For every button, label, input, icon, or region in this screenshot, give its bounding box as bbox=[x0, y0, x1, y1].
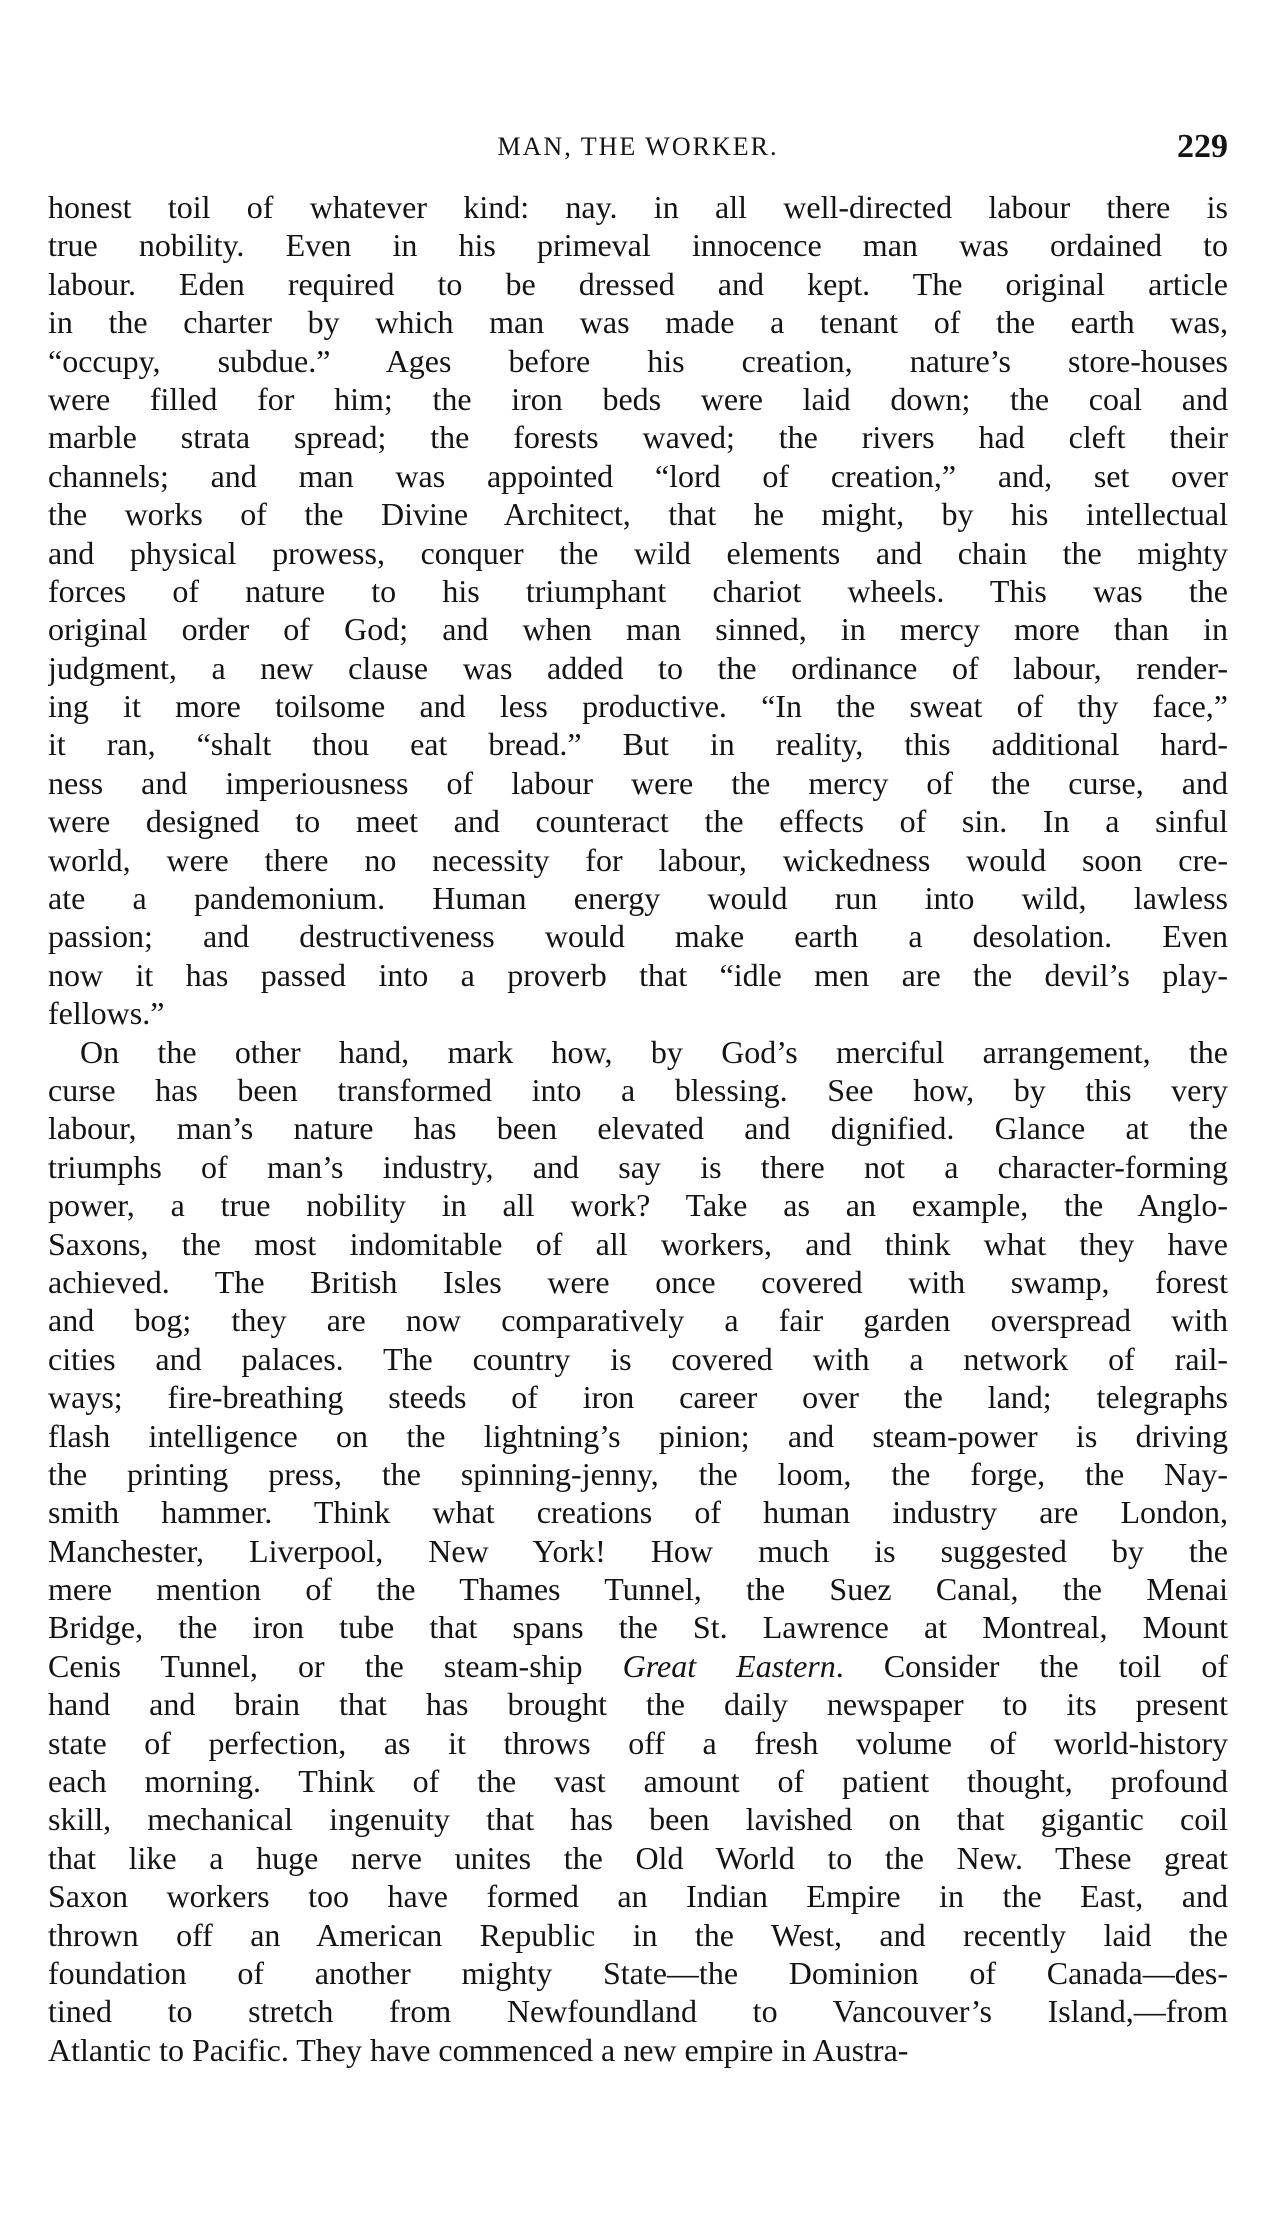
text-line: cities and palaces. The country is covered with a network of rail- bbox=[48, 1340, 1228, 1377]
text-line: achieved. The British Isles were once covered with swamp, forest bbox=[48, 1263, 1228, 1300]
text-line: Saxons, the most indomitable of all workers, and think what they have bbox=[48, 1225, 1228, 1262]
paragraph bbox=[48, 1033, 1228, 2070]
text-line: “occupy, subdue.” Ages before his creation, nature’s store-houses bbox=[48, 342, 1228, 379]
text-line: were designed to meet and counteract the effects of sin. In a sinful bbox=[48, 803, 1228, 840]
text-line: smith hammer. Think what creations of human industry are London, bbox=[48, 1494, 1228, 1531]
text-line: world, were there no necessity for labour, wickedness would soon cre- bbox=[48, 841, 1228, 878]
text-line: ways; fire-breathing steeds of iron career over the land; telegraphs bbox=[48, 1379, 1228, 1416]
text-line: honest toil of whatever kind: nay. in all well-directed labour there is bbox=[48, 189, 1228, 225]
text-line: were filled for him; the iron beds were laid down; the coal and bbox=[48, 380, 1228, 417]
text-line: original order of God; and when man sinned, in mercy more than in bbox=[48, 611, 1228, 648]
text-line: and bog; they are now comparatively a fair garden overspread with bbox=[48, 1302, 1228, 1339]
page-number: 229 bbox=[1177, 128, 1228, 165]
text-line: channels; and man was appointed “lord of creation,” and, set over bbox=[48, 457, 1228, 494]
text-line: mere mention of the Thames Tunnel, the Suez Canal, the Menai bbox=[48, 1571, 1228, 1608]
text-line: Atlantic to Pacific. They have commenced a new empire in Austra- bbox=[48, 2031, 909, 2068]
text-line: forces of nature to his triumphant chariot wheels. This was the bbox=[48, 572, 1228, 609]
paragraph bbox=[48, 188, 1228, 1033]
text-line: passion; and destructiveness would make earth a desolation. Even bbox=[48, 918, 1228, 955]
text-line: now it has passed into a proverb that “idle men are the devil’s play- bbox=[48, 956, 1228, 993]
text-line: the printing press, the spinning-jenny, the loom, the forge, the Nay- bbox=[48, 1455, 1228, 1492]
text-line: labour. Eden required to be dressed and kept. The original article bbox=[48, 265, 1228, 302]
text-line: Bridge, the iron tube that spans the St. Lawrence at Montreal, Mount bbox=[48, 1609, 1228, 1646]
text-line: thrown off an American Republic in the West, and recently laid the bbox=[48, 1916, 1228, 1953]
text-line: labour, man’s nature has been elevated and dignified. Glance at the bbox=[48, 1110, 1228, 1147]
text-line: curse has been transformed into a blessing. See how, by this very bbox=[48, 1071, 1228, 1108]
body-text bbox=[48, 188, 1228, 2069]
text-line: On the other hand, mark how, by God’s merciful arrangement, the bbox=[80, 1033, 1228, 1070]
text-line: that like a huge nerve unites the Old World to the New. These great bbox=[48, 1839, 1228, 1876]
text-line: tined to stretch from Newfoundland to Vancouver’s Island,—from bbox=[48, 1993, 1228, 2030]
text-line: Manchester, Liverpool, New York! How much is suggested by the bbox=[48, 1532, 1228, 1569]
text-line: state of perfection, as it throws off a fresh volume of world-history bbox=[48, 1724, 1228, 1761]
text-line: skill, mechanical ingenuity that has been lavished on that gigantic coil bbox=[48, 1801, 1228, 1838]
text-line: marble strata spread; the forests waved; the rivers had cleft their bbox=[48, 419, 1228, 456]
text-line: ness and imperiousness of labour were the mercy of the curse, and bbox=[48, 764, 1228, 801]
text-line: ate a pandemonium. Human energy would run into wild, lawless bbox=[48, 880, 1228, 917]
text-line: power, a true nobility in all work? Take as an example, the Anglo- bbox=[48, 1187, 1228, 1224]
running-title: MAN, THE WORKER. bbox=[497, 132, 779, 161]
italic-title: Great Eastern bbox=[622, 1647, 836, 1684]
text-line: and physical prowess, conquer the wild elements and chain the mighty bbox=[48, 534, 1228, 571]
text-line: it ran, “shalt thou eat bread.” But in reality, this additional hard- bbox=[48, 726, 1228, 763]
text-line: Cenis Tunnel, or the steam-ship Great Eastern. Consider the toil of bbox=[48, 1647, 1228, 1684]
text-line: triumphs of man’s industry, and say is there not a character-forming bbox=[48, 1148, 1228, 1185]
text-line: hand and brain that has brought the daily newspaper to its present bbox=[48, 1686, 1228, 1723]
page-header bbox=[48, 128, 1228, 172]
text-line: each morning. Think of the vast amount of patient thought, profound bbox=[48, 1763, 1228, 1800]
text-line: foundation of another mighty State—the Dominion of Canada—des- bbox=[48, 1954, 1228, 1991]
text-line: ing it more toilsome and less productive. “In the sweat of thy face,” bbox=[48, 688, 1228, 725]
text-line: in the charter by which man was made a tenant of the earth was, bbox=[48, 304, 1228, 341]
text-line: fellows.” bbox=[48, 995, 165, 1032]
text-line: the works of the Divine Architect, that he might, by his intellectual bbox=[48, 496, 1228, 533]
text-line: flash intelligence on the lightning’s pinion; and steam-power is driving bbox=[48, 1417, 1228, 1454]
text-line: Saxon workers too have formed an Indian Empire in the East, and bbox=[48, 1878, 1228, 1915]
text-line: judgment, a new clause was added to the ordinance of labour, render- bbox=[48, 649, 1228, 686]
text-line: true nobility. Even in his primeval innocence man was ordained to bbox=[48, 227, 1228, 264]
